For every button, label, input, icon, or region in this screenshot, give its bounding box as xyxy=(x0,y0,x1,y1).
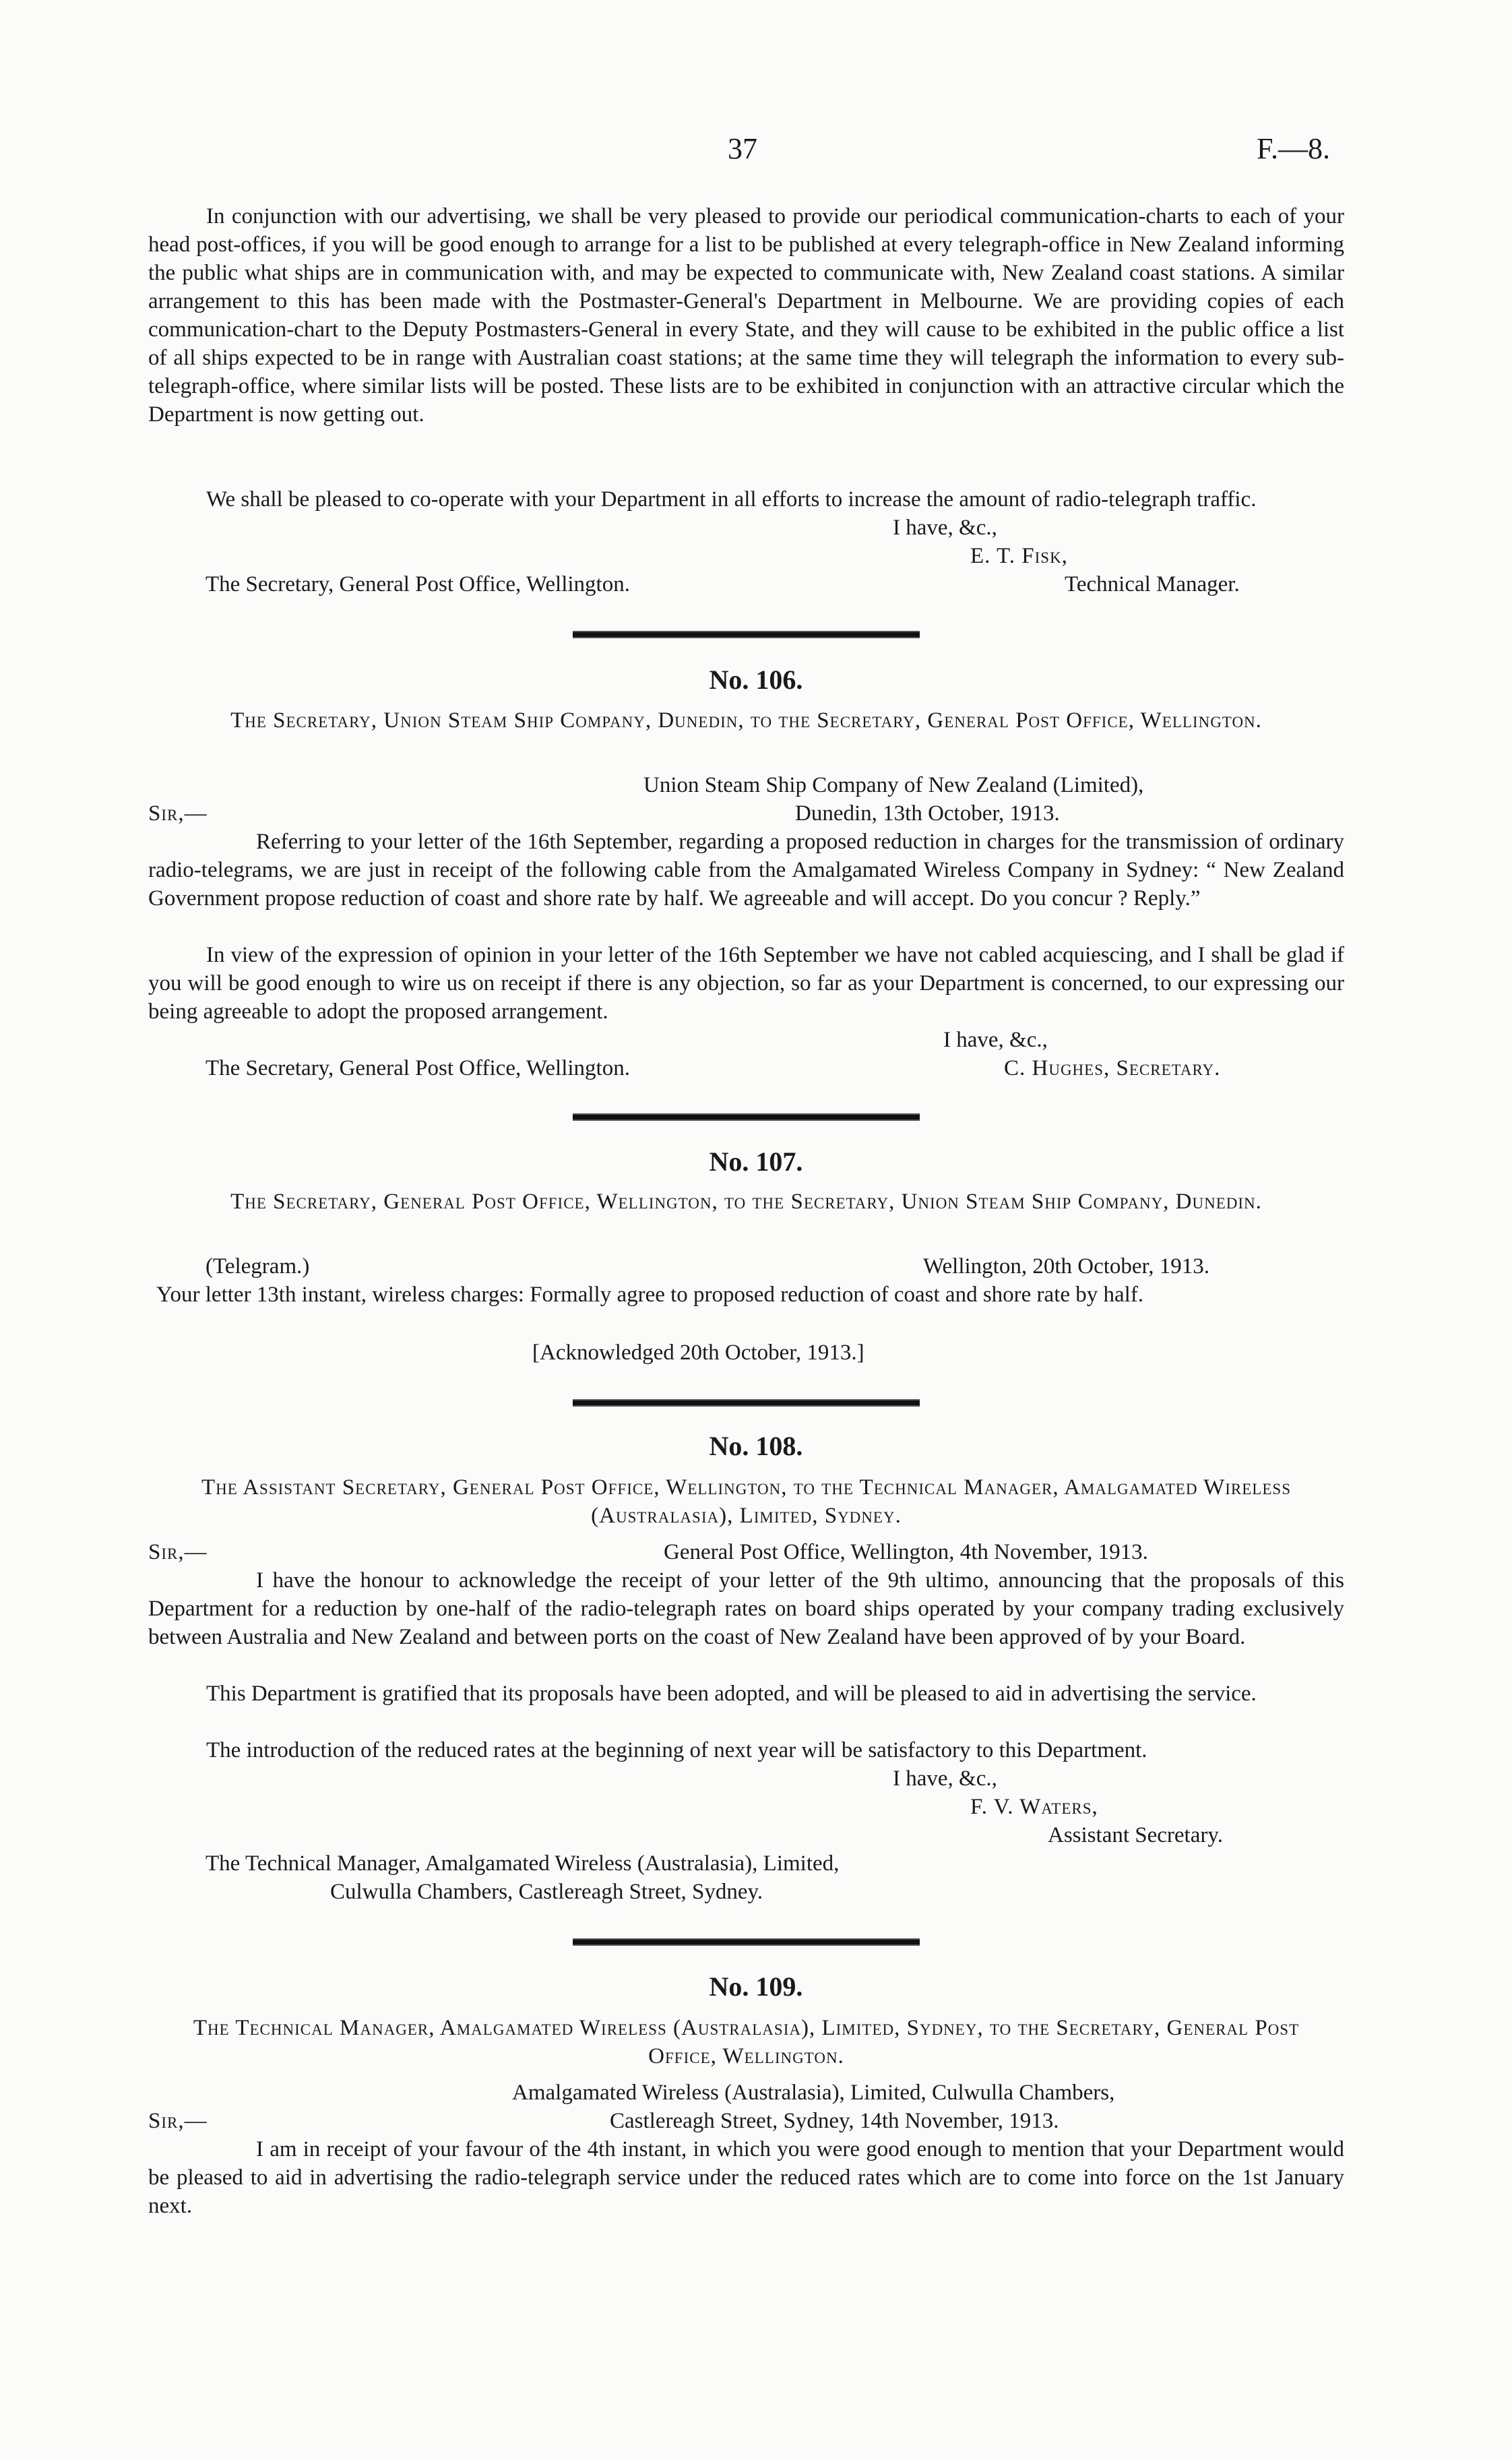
letter-108-addressee-line-1: The Technical Manager, Amalgamated Wireless (Australasia), Limited, xyxy=(206,1851,840,1876)
letter-108-paragraph-1: I have the honour to acknowledge the receipt of your letter of the 9th ultimo, announcing that the proposals of this Department for a reduction by one-half of the radio-telegraph rates on board ships operated by your company trading exclusively between Australia and New Zealand and between ports on the coast of New Zealand have been approved of by your Board. xyxy=(148,1568,1344,1649)
letter-108-paragraph-3: The introduction of the reduced rates at the beginning of next year will be satisfactory to this Department. xyxy=(206,1738,1147,1762)
letter-106-paragraph-2: In view of the expression of opinion in your letter of the 16th September we have not cabled acquiescing, and I shall be glad if you will be good enough to wire us on receipt if there is any objection, so far as your Department is concerned, to our expressing our being agreeable to adopt the proposed arrangement. xyxy=(148,943,1344,1024)
letter-number-107: No. 107. xyxy=(709,1146,803,1177)
top-letter-paragraph-1: In conjunction with our advertising, we shall be very pleased to provide our periodical communication-charts to each of your head post-offices, if you will be good enough to arrange for a list to be published at every telegraph-office in New Zealand informing the public what ships are in communication with, and may be expected to communicate with, New Zealand coast stations. A similar arrangement to this has been made with the Postmaster-General's Department in Melbourne. We are providing copies of each communication-chart to the Deputy Postmasters-General in every State, and they will cause to be exhibited in the public office a list of all ships expected to be in range with Australian coast stations; at the same time they will telegraph the information to every sub-telegraph-office, where similar lists will be posted. These lists are to be exhibited in conjunction with an attractive circular which the Department is now getting out. xyxy=(148,204,1344,427)
document-reference: F.—8. xyxy=(1257,132,1330,165)
top-letter-addressee: The Secretary, General Post Office, Wellington. xyxy=(206,572,630,596)
letter-108-salutation: Sir,— xyxy=(148,1540,208,1564)
letter-number-108: No. 108. xyxy=(709,1431,803,1461)
letter-106-heading: The Secretary, Union Steam Ship Company, Dunedin, to the Secretary, General Post Office, Wellington. xyxy=(230,708,1262,733)
letter-106-signature: C. Hughes, Secretary. xyxy=(1004,1056,1221,1080)
letter-107-heading: The Secretary, General Post Office, Wellington, to the Secretary, Union Steam Ship Company, Dunedin. xyxy=(230,1190,1262,1214)
letter-108-addressee-line-2: Culwulla Chambers, Castlereagh Street, Sydney. xyxy=(330,1880,763,1904)
letter-106-sender-line-2: Dunedin, 13th October, 1913. xyxy=(795,801,1060,826)
top-letter-paragraph-2: We shall be pleased to co-operate with your Department in all efforts to increase the amount of radio-telegraph traffic. xyxy=(206,487,1257,512)
top-letter-signatory: E. T. Fisk, xyxy=(970,544,1068,568)
letter-109-heading: The Technical Manager, Amalgamated Wireless (Australasia), Limited, Sydney, to the Secretary, General Post Office, Wellington. xyxy=(193,2016,1300,2068)
top-letter-closing: I have, &c., xyxy=(893,516,997,540)
letter-107-body: Your letter 13th instant, wireless charges: Formally agree to proposed reduction of coast and shore rate by half. xyxy=(156,1283,1144,1307)
letter-108-heading: The Assistant Secretary, General Post Office, Wellington, to the Technical Manager, Amalgamated Wireless (Australasia), Limited, Sydney. xyxy=(201,1475,1291,1528)
letter-106-paragraph-1: Referring to your letter of the 16th September, regarding a proposed reduction in charges for the transmission of ordinary radio-telegrams, we are just in receipt of the following cable from the Amalgamated Wireless Company in Sydney: “ New Zealand Government propose reduction of coast and shore rate by half. We agreeable and will accept. Do you concur ? Reply.” xyxy=(148,830,1344,911)
letter-106-addressee: The Secretary, General Post Office, Wellington. xyxy=(206,1056,630,1080)
letter-106-closing: I have, &c., xyxy=(943,1028,1048,1052)
letter-109-sender-line-2: Castlereagh Street, Sydney, 14th November, 1913. xyxy=(610,2109,1059,2133)
letter-108-closing: I have, &c., xyxy=(893,1766,997,1791)
letter-107-acknowledgement: [Acknowledged 20th October, 1913.] xyxy=(532,1341,864,1365)
letter-109-sender-line-1: Amalgamated Wireless (Australasia), Limited, Culwulla Chambers, xyxy=(512,2081,1115,2105)
letter-106-salutation: Sir,— xyxy=(148,801,208,826)
letter-108-paragraph-2: This Department is gratified that its proposals have been adopted, and will be pleased to aid in advertising the service. xyxy=(206,1682,1257,1706)
section-divider xyxy=(573,1113,920,1121)
section-divider xyxy=(573,1938,920,1946)
letter-109-paragraph-1: I am in receipt of your favour of the 4th instant, in which you were good enough to mention that your Department would be pleased to aid in advertising the radio-telegraph service under the reduced rates which are to come into force on the 1st January next. xyxy=(148,2137,1344,2218)
letter-number-106: No. 106. xyxy=(709,665,803,695)
letter-107-place-date: Wellington, 20th October, 1913. xyxy=(923,1254,1209,1279)
letter-number-109: No. 109. xyxy=(709,1971,803,2002)
letter-109-salutation: Sir,— xyxy=(148,2109,208,2133)
letter-108-signatory-title: Assistant Secretary. xyxy=(1048,1823,1223,1847)
letter-106-sender-line-1: Union Steam Ship Company of New Zealand (Limited), xyxy=(643,773,1144,797)
letter-107-type: (Telegram.) xyxy=(206,1254,310,1279)
page-number: 37 xyxy=(728,132,757,165)
top-letter-signatory-title: Technical Manager. xyxy=(1065,572,1240,596)
section-divider xyxy=(573,1399,920,1407)
letter-108-place-date: General Post Office, Wellington, 4th November, 1913. xyxy=(664,1540,1148,1564)
section-divider xyxy=(573,631,920,638)
letter-108-signatory: F. V. Waters, xyxy=(970,1795,1098,1819)
